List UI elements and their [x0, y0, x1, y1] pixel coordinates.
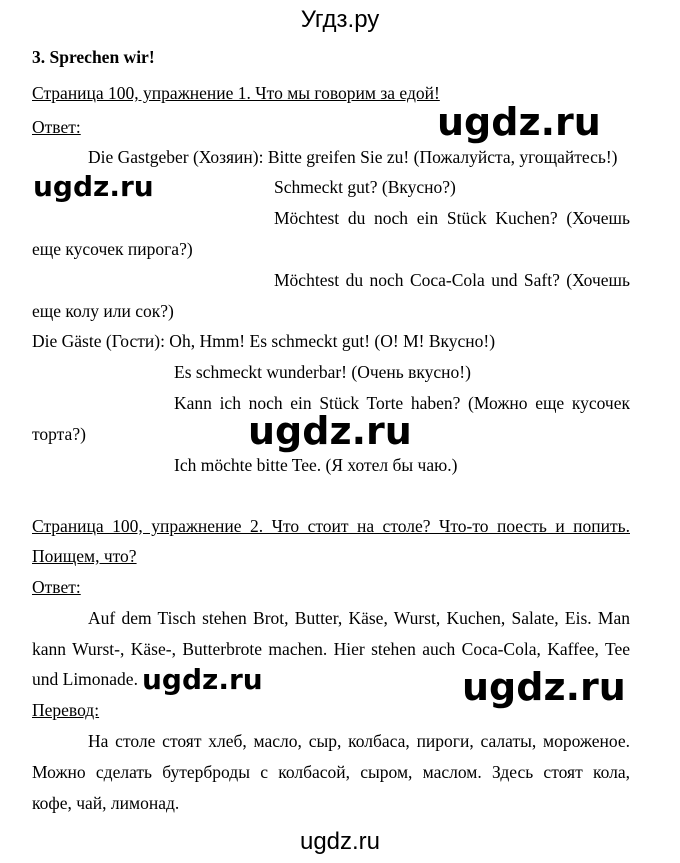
host-line-1: Die Gastgeber (Хозяин): Bitte greifen Sie zu! (Пожалуйста, угощайтесь!): [88, 147, 618, 167]
translation-label: Перевод:: [32, 700, 100, 720]
guest-line-4: Ich möchte bitte Tee. (Я хотел бы чаю.): [174, 455, 458, 475]
exercise2-heading-line2: Поищем, что?: [32, 546, 137, 566]
answer-line-3: und Limonade.: [32, 669, 138, 689]
exercise1-answer-label: Ответ:: [32, 117, 81, 137]
section-title: 3. Sprechen wir!: [32, 47, 155, 67]
translation-line-1: На столе стоят хлеб, масло, сыр, колбаса, пироги, салаты, мороженое.: [88, 731, 630, 751]
answer-line-1: Auf dem Tisch stehen Brot, Butter, Käse, Wurst, Kuchen, Salate, Eis. Man: [88, 608, 630, 628]
host-line-4: Möchtest du noch Coca-Cola und Saft? (Хочешь: [274, 270, 630, 290]
answer-line-2: kann Wurst-, Käse-, Butterbrote machen. Hier stehen auch Coca-Cola, Kaffee, Tee: [32, 639, 630, 659]
watermark: ugdz.ru: [248, 409, 412, 453]
translation-line-3: кофе, чай, лимонад.: [32, 793, 180, 813]
site-footer: ugdz.ru: [299, 828, 381, 855]
exercise1-heading: Страница 100, упражнение 1. Что мы говорим за едой!: [32, 83, 440, 103]
guest-line-2: Es schmeckt wunderbar! (Очень вкусно!): [174, 362, 471, 382]
site-header: Угдз.ру: [300, 6, 380, 33]
watermark: ugdz.ru: [437, 100, 601, 144]
watermark: ugdz.ru: [142, 663, 263, 696]
guest-line-3-cont: торта?): [32, 424, 86, 444]
host-line-3-cont: еще кусочек пирога?): [32, 239, 193, 259]
translation-line-2: Можно сделать бутерброды с колбасой, сыром, маслом. Здесь стоят кола,: [32, 762, 630, 782]
watermark: ugdz.ru: [462, 665, 626, 709]
guest-line-3: Kann ich noch ein Stück Torte haben? (Можно еще кусочек: [174, 393, 630, 413]
host-line-2: Schmeckt gut? (Вкусно?): [274, 177, 456, 197]
host-line-4-cont: еще колу или сок?): [32, 301, 174, 321]
host-line-3: Möchtest du noch ein Stück Kuchen? (Хочешь: [274, 208, 630, 228]
exercise2-heading-line1: Страница 100, упражнение 2. Что стоит на столе? Что-то поесть и попить.: [32, 516, 630, 536]
exercise2-answer-label: Ответ:: [32, 577, 81, 597]
watermark: ugdz.ru: [33, 170, 154, 203]
guest-line-1: Die Gäste (Гости): Oh, Hmm! Es schmeckt gut! (О! М! Вкусно!): [32, 331, 496, 351]
